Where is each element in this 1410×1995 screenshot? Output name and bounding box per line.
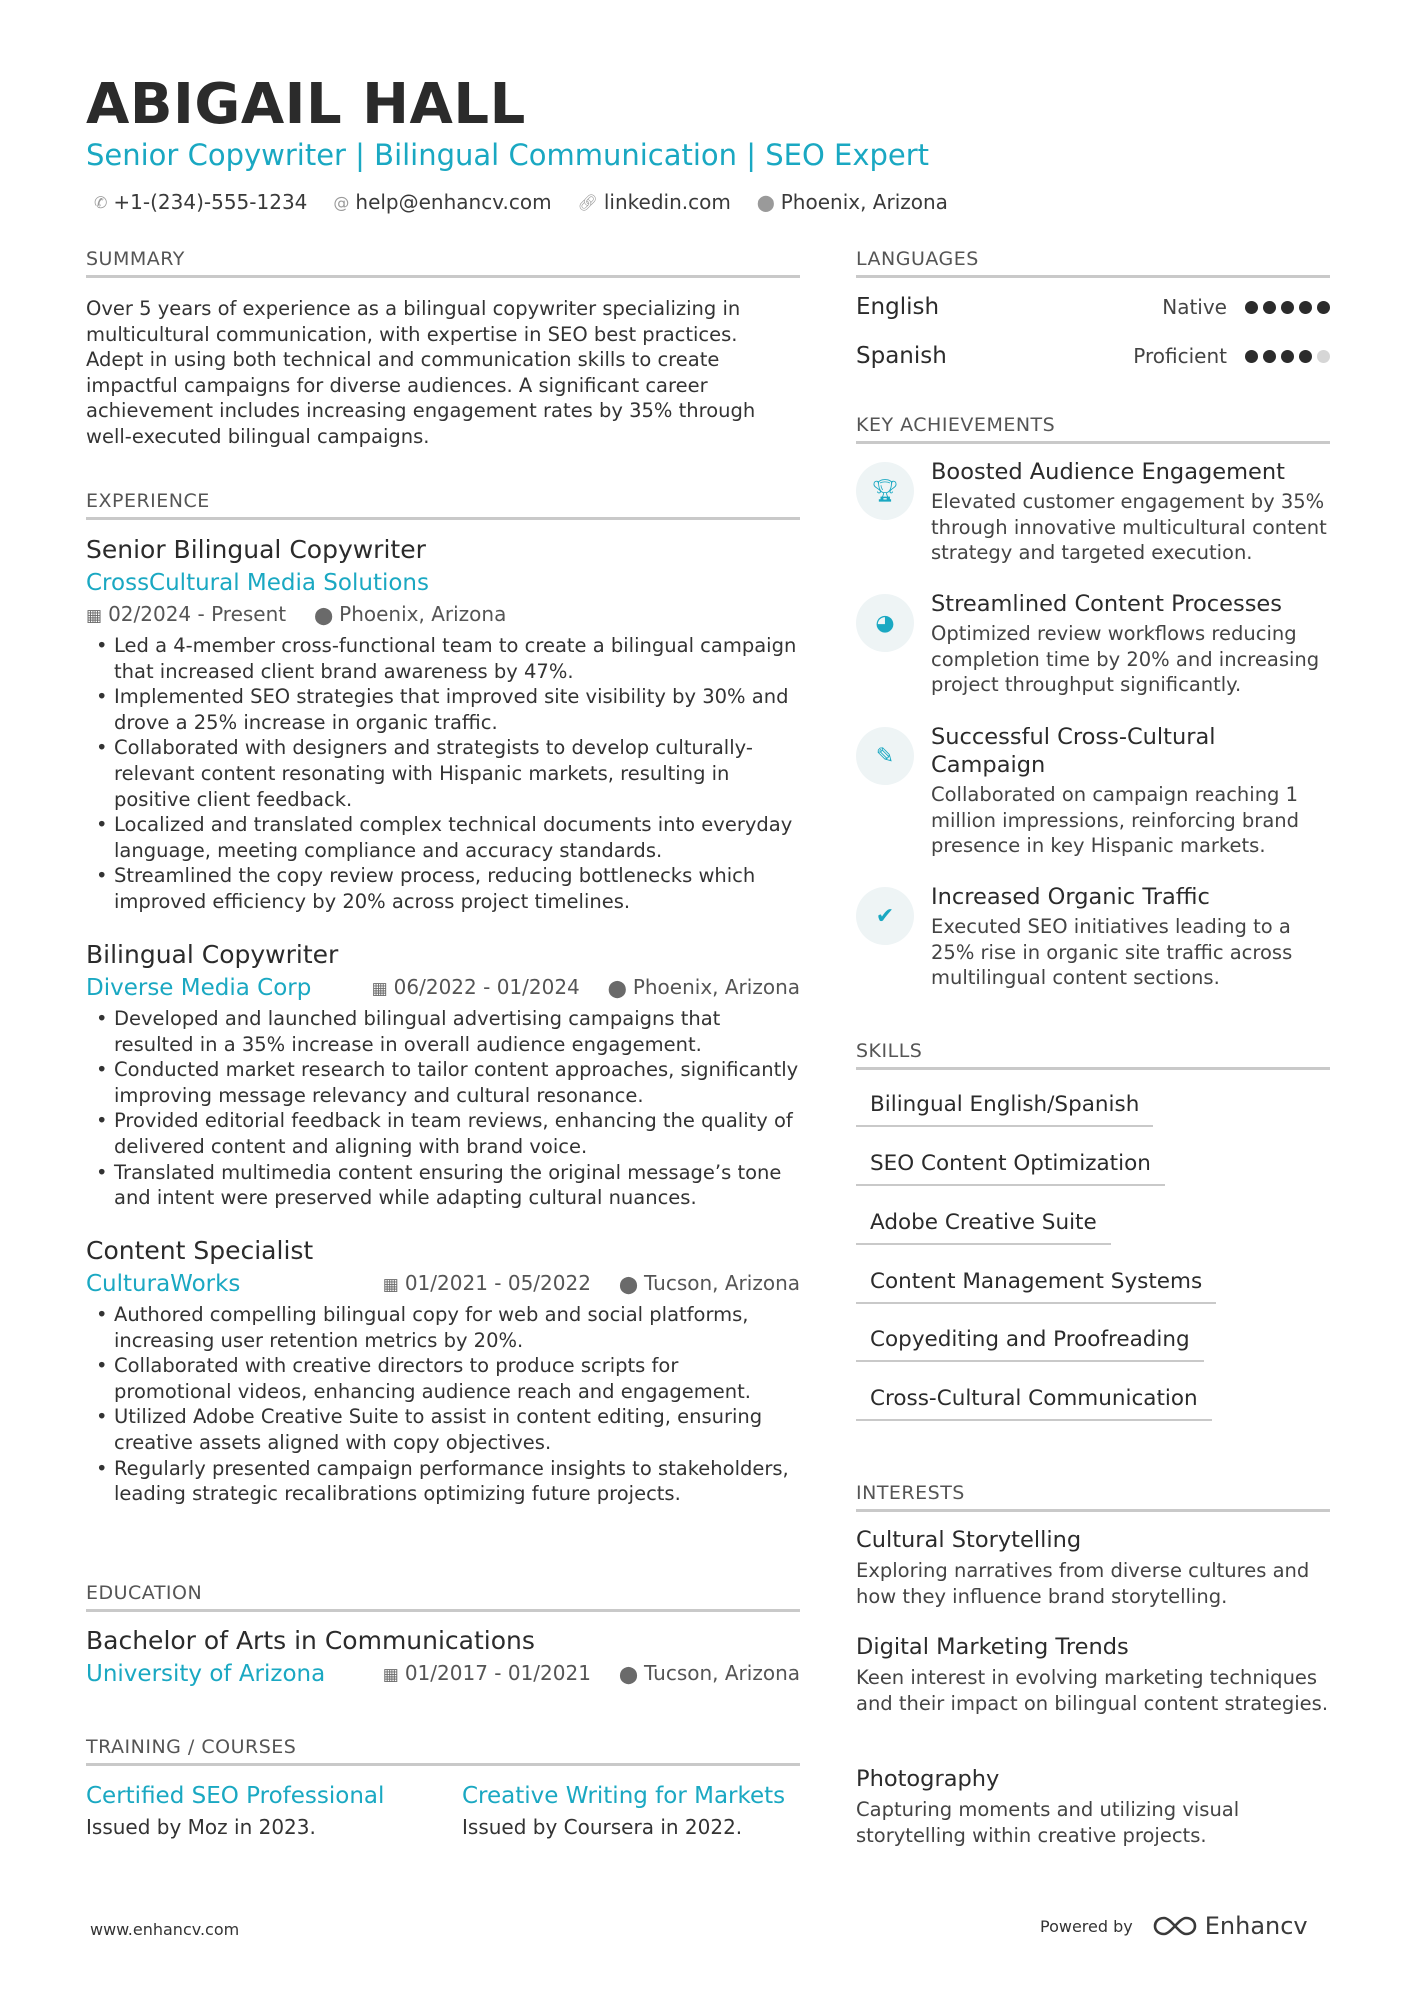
interest-title: Digital Marketing Trends — [856, 1634, 1129, 1660]
achievement-item — [856, 723, 1330, 859]
infinity-logo-icon — [1153, 1914, 1197, 1938]
location-text: Phoenix, Arizona — [780, 190, 948, 214]
candidate-headline: Senior Copywriter | Bilingual Communication | SEO Expert — [86, 138, 930, 172]
skill-tag: Bilingual English/Spanish — [856, 1092, 1153, 1127]
job-title: Senior Bilingual Copywriter — [86, 535, 426, 564]
location-pin-icon: ⬤ — [607, 979, 627, 999]
degree-title: Bachelor of Arts in Communications — [86, 1626, 535, 1655]
rating-dot-filled — [1263, 350, 1276, 363]
achievement-desc: Optimized review workflows reducing completion time by 20% and increasing project throughput significantly. — [931, 622, 1320, 697]
interest-desc: Capturing moments and utilizing visual storytelling within creative projects. — [856, 1798, 1240, 1847]
job-title: Content Specialist — [86, 1236, 314, 1265]
job-dates — [86, 599, 286, 631]
language-name: English — [856, 294, 940, 320]
skill-tag: Copyediting and Proofreading — [856, 1327, 1204, 1362]
skill-tag: Adobe Creative Suite — [856, 1210, 1111, 1245]
job-bullet: • Utilized Adobe Creative Suite to assist in content editing, ensuring creative assets aligned with copy objectives. — [86, 1404, 800, 1455]
achievement-desc: Collaborated on campaign reaching 1 million impressions, reinforcing brand presence in key Hispanic markets. — [931, 783, 1300, 858]
language-proficiency — [1133, 344, 1330, 368]
candidate-name: ABIGAIL HALL — [86, 72, 526, 137]
job-bullets — [86, 1006, 800, 1211]
job-entry — [86, 533, 800, 915]
training-item — [86, 1780, 426, 1842]
achievement-item — [856, 458, 1330, 566]
education-location-text: Tucson, Arizona — [643, 1661, 800, 1685]
job-dates-text: 02/2024 - Present — [108, 602, 287, 626]
skills-section-title: SKILLS — [856, 1040, 923, 1062]
job-bullet: • Led a 4-member cross-functional team to create a bilingual campaign that increased client brand awareness by 47%. — [86, 633, 800, 684]
education-meta — [383, 1658, 800, 1690]
summary-divider — [86, 275, 800, 278]
achievement-desc: Elevated customer engagement by 35% through innovative multicultural content strategy and targeted execution. — [931, 490, 1327, 565]
language-rating — [1245, 301, 1330, 314]
training-divider — [86, 1763, 800, 1766]
job-header-row — [86, 1268, 800, 1300]
achievement-item — [856, 883, 1330, 991]
experience-divider — [86, 517, 800, 520]
job-location-text: Phoenix, Arizona — [339, 602, 507, 626]
training-issuer: Issued by Coursera in 2022. — [462, 1815, 743, 1839]
education-row — [86, 1658, 800, 1690]
email-text: help@enhancv.com — [355, 190, 552, 214]
location-pin-icon: ⬤ — [756, 192, 775, 212]
education-dates-text: 01/2017 - 01/2021 — [404, 1661, 591, 1685]
job-entry — [86, 1234, 800, 1507]
achievement-title: Boosted Audience Engagement — [931, 459, 1285, 485]
job-header-row — [86, 972, 800, 1004]
summary-text: Over 5 years of experience as a bilingual copywriter specializing in multicultural communication, with expertise in SEO best practices. Adept in using both technical and communication skills to create impactful campaigns for diverse audiences. A significant career achievement includes increasing engagement rates by 35% through well-executed bilingual campaigns. — [86, 297, 756, 448]
job-bullet: • Collaborated with designers and strategists to develop culturally-relevant content resonating with Hispanic markets, resulting in positive client feedback. — [86, 735, 800, 812]
training-title: Creative Writing for Markets — [462, 1783, 786, 1809]
achievement-item — [856, 590, 1330, 698]
skills-divider — [856, 1067, 1330, 1070]
summary-section-title: SUMMARY — [86, 248, 185, 270]
job-location — [608, 972, 800, 1004]
language-rating — [1245, 350, 1330, 363]
job-dates-text: 06/2022 - 01/2024 — [393, 975, 580, 999]
education-dates — [383, 1658, 591, 1690]
job-location-text: Tucson, Arizona — [643, 1271, 800, 1295]
footer-website-link[interactable]: www.enhancv.com — [90, 1920, 240, 1939]
achievements-divider — [856, 441, 1330, 444]
job-bullet: • Implemented SEO strategies that improved site visibility by 30% and drove a 25% increase in organic traffic. — [86, 684, 800, 735]
job-company: CulturaWorks — [86, 1271, 241, 1297]
education-entry — [86, 1624, 800, 1690]
achievement-title: Streamlined Content Processes — [931, 591, 1283, 617]
job-dates — [372, 972, 580, 1004]
job-bullet: • Collaborated with creative directors to produce scripts for promotional videos, enhancing audience reach and engagement. — [86, 1353, 800, 1404]
job-bullet: • Developed and launched bilingual advertising campaigns that resulted in a 35% increase in overall audience engagement. — [86, 1006, 800, 1057]
rating-dot-empty — [1317, 350, 1330, 363]
job-company: CrossCultural Media Solutions — [86, 570, 429, 596]
rating-dot-filled — [1299, 301, 1312, 314]
job-bullet: • Provided editorial feedback in team reviews, enhancing the quality of delivered content and aligning with brand voice. — [86, 1108, 800, 1159]
job-dates-text: 01/2021 - 05/2022 — [404, 1271, 591, 1295]
job-bullets — [86, 633, 800, 915]
rating-dot-filled — [1299, 350, 1312, 363]
contact-linkedin[interactable] — [578, 190, 731, 214]
skill-tag: SEO Content Optimization — [856, 1151, 1165, 1186]
job-dates — [383, 1268, 591, 1300]
languages-section-title: LANGUAGES — [856, 248, 979, 270]
interest-title: Photography — [856, 1766, 1000, 1792]
contact-phone[interactable] — [94, 190, 307, 214]
job-meta — [86, 599, 800, 631]
link-icon: 🔗︎ — [577, 192, 598, 212]
brand-name: Enhancv — [1204, 1912, 1308, 1940]
calendar-icon: ▦ — [382, 1275, 399, 1295]
job-bullet: • Streamlined the copy review process, reducing bottlenecks which improved efficiency by 20% across project timelines. — [86, 863, 800, 914]
rating-dot-filled — [1281, 350, 1294, 363]
training-section-title: TRAINING / COURSES — [86, 1736, 297, 1758]
experience-section-title: EXPERIENCE — [86, 490, 210, 512]
interest-desc: Exploring narratives from diverse cultures and how they influence brand storytelling. — [856, 1559, 1310, 1608]
achievements-section-title: KEY ACHIEVEMENTS — [856, 414, 1056, 436]
language-level: Native — [1162, 295, 1227, 319]
location-pin-icon: ⬤ — [618, 1665, 638, 1685]
job-location — [619, 1268, 800, 1300]
rating-dot-filled — [1281, 301, 1294, 314]
enhancv-logo[interactable] — [1153, 1912, 1308, 1940]
job-bullet: • Regularly presented campaign performance insights to stakeholders, leading strategic recalibrations optimizing future projects. — [86, 1456, 800, 1507]
skill-tag: Cross-Cultural Communication — [856, 1386, 1212, 1421]
interest-item — [856, 1764, 1330, 1848]
training-title: Certified SEO Professional — [86, 1783, 385, 1809]
interests-section-title: INTERESTS — [856, 1482, 965, 1504]
at-sign-icon: @ — [333, 192, 350, 212]
job-bullet: • Localized and translated complex technical documents into everyday language, meeting compliance and accuracy standards. — [86, 812, 800, 863]
achievement-desc: Executed SEO initiatives leading to a 25% rise in organic site traffic across multilingual content sections. — [931, 915, 1293, 990]
magic-wand-icon: ✎ — [856, 727, 914, 785]
education-section-title: EDUCATION — [86, 1582, 203, 1604]
phone-icon: ✆ — [94, 192, 108, 212]
education-divider — [86, 1609, 800, 1612]
job-bullet: • Conducted market research to tailor content approaches, significantly improving message relevancy and cultural resonance. — [86, 1057, 800, 1108]
education-location — [619, 1658, 800, 1690]
interests-divider — [856, 1509, 1330, 1512]
calendar-icon: ▦ — [382, 1665, 399, 1685]
job-bullet: • Translated multimedia content ensuring the original message’s tone and intent were preserved while adapting cultural nuances. — [86, 1160, 800, 1211]
brain-icon: ◕ — [856, 594, 914, 652]
language-name: Spanish — [856, 343, 947, 369]
location-pin-icon: ⬤ — [618, 1275, 638, 1295]
job-bullets — [86, 1302, 800, 1507]
training-issuer: Issued by Moz in 2023. — [86, 1815, 316, 1839]
achievement-title: Increased Organic Traffic — [931, 884, 1210, 910]
achievement-title: Successful Cross-Cultural Campaign — [931, 724, 1216, 778]
trophy-icon: 🏆︎ — [856, 462, 914, 520]
powered-by-text: Powered by — [1040, 1916, 1133, 1936]
training-item — [462, 1780, 802, 1842]
language-row — [856, 343, 1330, 369]
linkedin-text: linkedin.com — [603, 190, 731, 214]
job-bullet: • Authored compelling bilingual copy for web and social platforms, increasing user retention metrics by 20%. — [86, 1302, 800, 1353]
interest-desc: Keen interest in evolving marketing techniques and their impact on bilingual content strategies. — [856, 1666, 1329, 1715]
interest-item — [856, 1632, 1330, 1716]
phone-text: +1-(234)-555-1234 — [113, 190, 308, 214]
job-title: Bilingual Copywriter — [86, 940, 339, 969]
rating-dot-filled — [1263, 301, 1276, 314]
interest-item — [856, 1525, 1330, 1609]
rating-dot-filled — [1245, 301, 1258, 314]
rating-dot-filled — [1317, 301, 1330, 314]
contact-email[interactable] — [333, 190, 551, 214]
job-meta — [372, 972, 800, 1004]
rating-dot-filled — [1245, 350, 1258, 363]
school-name: University of Arizona — [86, 1661, 326, 1687]
language-level: Proficient — [1133, 344, 1227, 368]
skill-tag: Content Management Systems — [856, 1269, 1216, 1304]
contact-bar — [94, 190, 948, 214]
calendar-icon: ▦ — [86, 606, 103, 626]
calendar-icon: ▦ — [371, 979, 388, 999]
languages-divider — [856, 275, 1330, 278]
job-entry — [86, 938, 800, 1211]
location-pin-icon: ⬤ — [314, 606, 334, 626]
job-meta — [383, 1268, 800, 1300]
checkmark-icon: ✔ — [856, 887, 914, 945]
job-location — [314, 599, 506, 631]
contact-location — [757, 190, 948, 214]
footer-branding — [1040, 1912, 1308, 1940]
interest-title: Cultural Storytelling — [856, 1527, 1082, 1553]
job-company: Diverse Media Corp — [86, 975, 312, 1001]
job-location-text: Phoenix, Arizona — [632, 975, 800, 999]
language-row — [856, 294, 1330, 320]
language-proficiency — [1162, 295, 1330, 319]
